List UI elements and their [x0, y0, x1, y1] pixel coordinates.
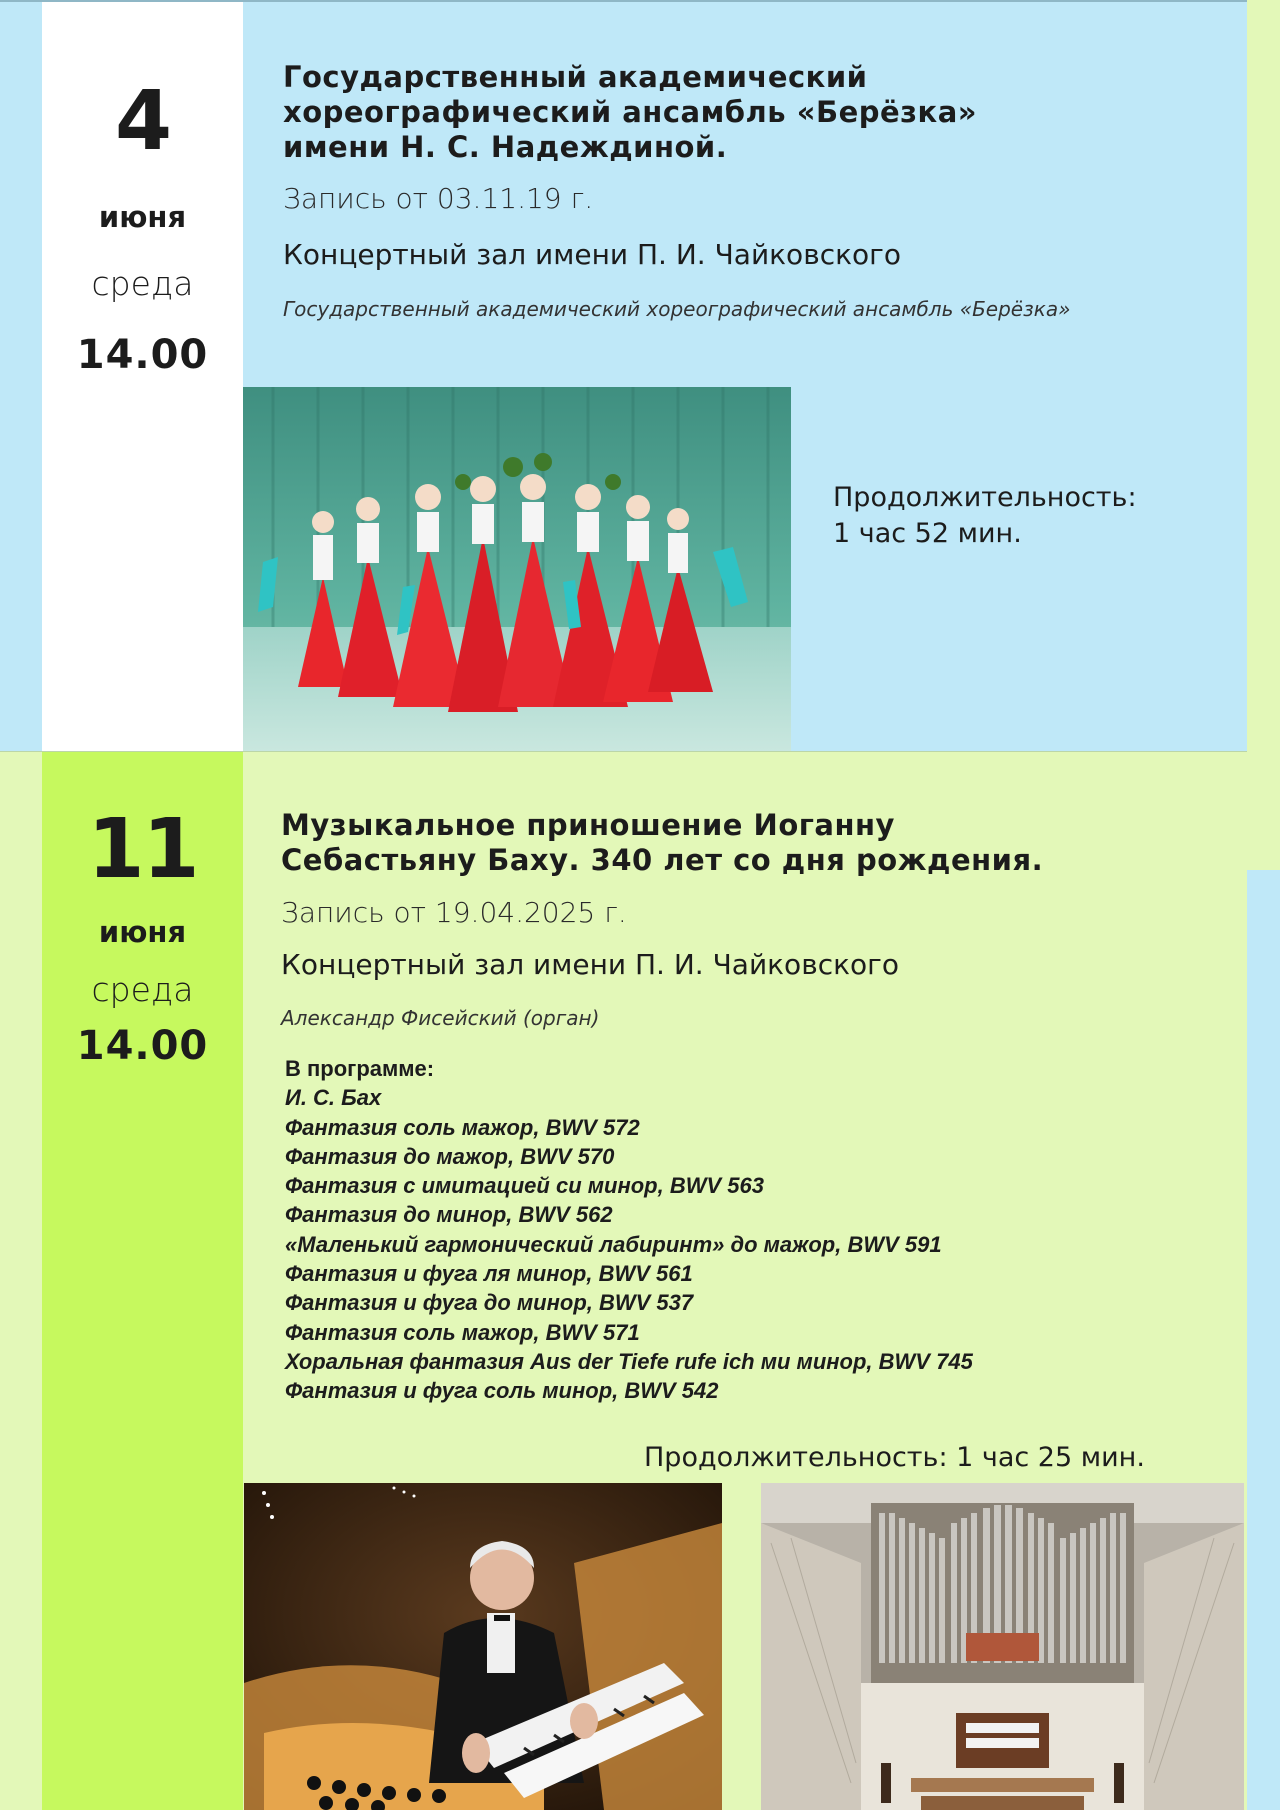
section-2-date-column — [42, 752, 243, 1810]
right-edge-strip-blue — [1247, 870, 1280, 1810]
program-item: Фантазия до минор, BWV 562 — [285, 1202, 613, 1228]
right-edge-strip-green — [1247, 0, 1280, 870]
event-weekday: среда — [91, 264, 194, 303]
program-item: Хоральная фантазия Aus der Tiefe rufe ich ми минор, BWV 745 — [285, 1348, 973, 1374]
event-title — [283, 60, 1183, 165]
event-title — [281, 808, 1201, 878]
event-month: июня — [98, 200, 187, 234]
event-title-line: имени Н. С. Надеждиной. — [283, 130, 728, 164]
top-border-line — [0, 0, 1247, 2]
duration-value: 1 час 52 мин. — [833, 518, 1022, 549]
performers: Александр Фисейский (орган) — [281, 1006, 600, 1030]
event-month: июня — [98, 915, 187, 949]
event-time: 14.00 — [76, 332, 209, 378]
event-title-line: Музыкальное приношение Иоганну — [281, 808, 895, 842]
program-item: Фантазия и фуга соль минор, BWV 542 — [285, 1378, 719, 1404]
recording-date: Запись от 19.04.2025 г. — [281, 896, 627, 929]
program-item: Фантазия и фуга ля минор, BWV 561 — [285, 1261, 693, 1287]
duration: Продолжительность: 1 час 25 мин. — [644, 1442, 1145, 1473]
event-day-number: 4 — [114, 74, 171, 169]
venue-name: Концертный зал имени П. И. Чайковского — [283, 238, 901, 271]
performers: Государственный академический хореографический ансамбль «Берёзка» — [283, 297, 1071, 321]
event-title-line: хореографический ансамбль «Берёзка» — [283, 95, 978, 129]
program-item: И. С. Бах — [285, 1085, 382, 1111]
program-item: Фантазия с имитацией си минор, BWV 563 — [285, 1173, 764, 1199]
duration-label: Продолжительность: — [833, 482, 1137, 513]
venue-name: Концертный зал имени П. И. Чайковского — [281, 948, 899, 981]
program-item: Фантазия соль мажор, BWV 571 — [285, 1319, 640, 1345]
program-item: Фантазия соль мажор, BWV 572 — [285, 1114, 640, 1140]
event-title-line: Государственный академический — [283, 60, 868, 94]
dancers-photo — [243, 387, 791, 751]
organist-photo — [244, 1483, 722, 1810]
event-weekday: среда — [91, 970, 194, 1009]
program-item: «Маленький гармонический лабиринт» до мажор, BWV 591 — [285, 1231, 942, 1257]
event-day-number: 11 — [87, 802, 198, 897]
program-item: Фантазия и фуга до минор, BWV 537 — [285, 1290, 694, 1316]
organ-hall-photo — [761, 1483, 1244, 1810]
duration — [833, 480, 1137, 552]
recording-date: Запись от 03.11.19 г. — [283, 182, 594, 215]
event-time: 14.00 — [76, 1023, 209, 1069]
event-title-line: Себастьяну Баху. 340 лет со дня рождения. — [281, 843, 1044, 877]
program-list — [285, 1054, 1185, 1406]
program-heading: В программе: — [285, 1056, 435, 1081]
section-divider — [0, 751, 1247, 752]
program-item: Фантазия до мажор, BWV 570 — [285, 1143, 615, 1169]
